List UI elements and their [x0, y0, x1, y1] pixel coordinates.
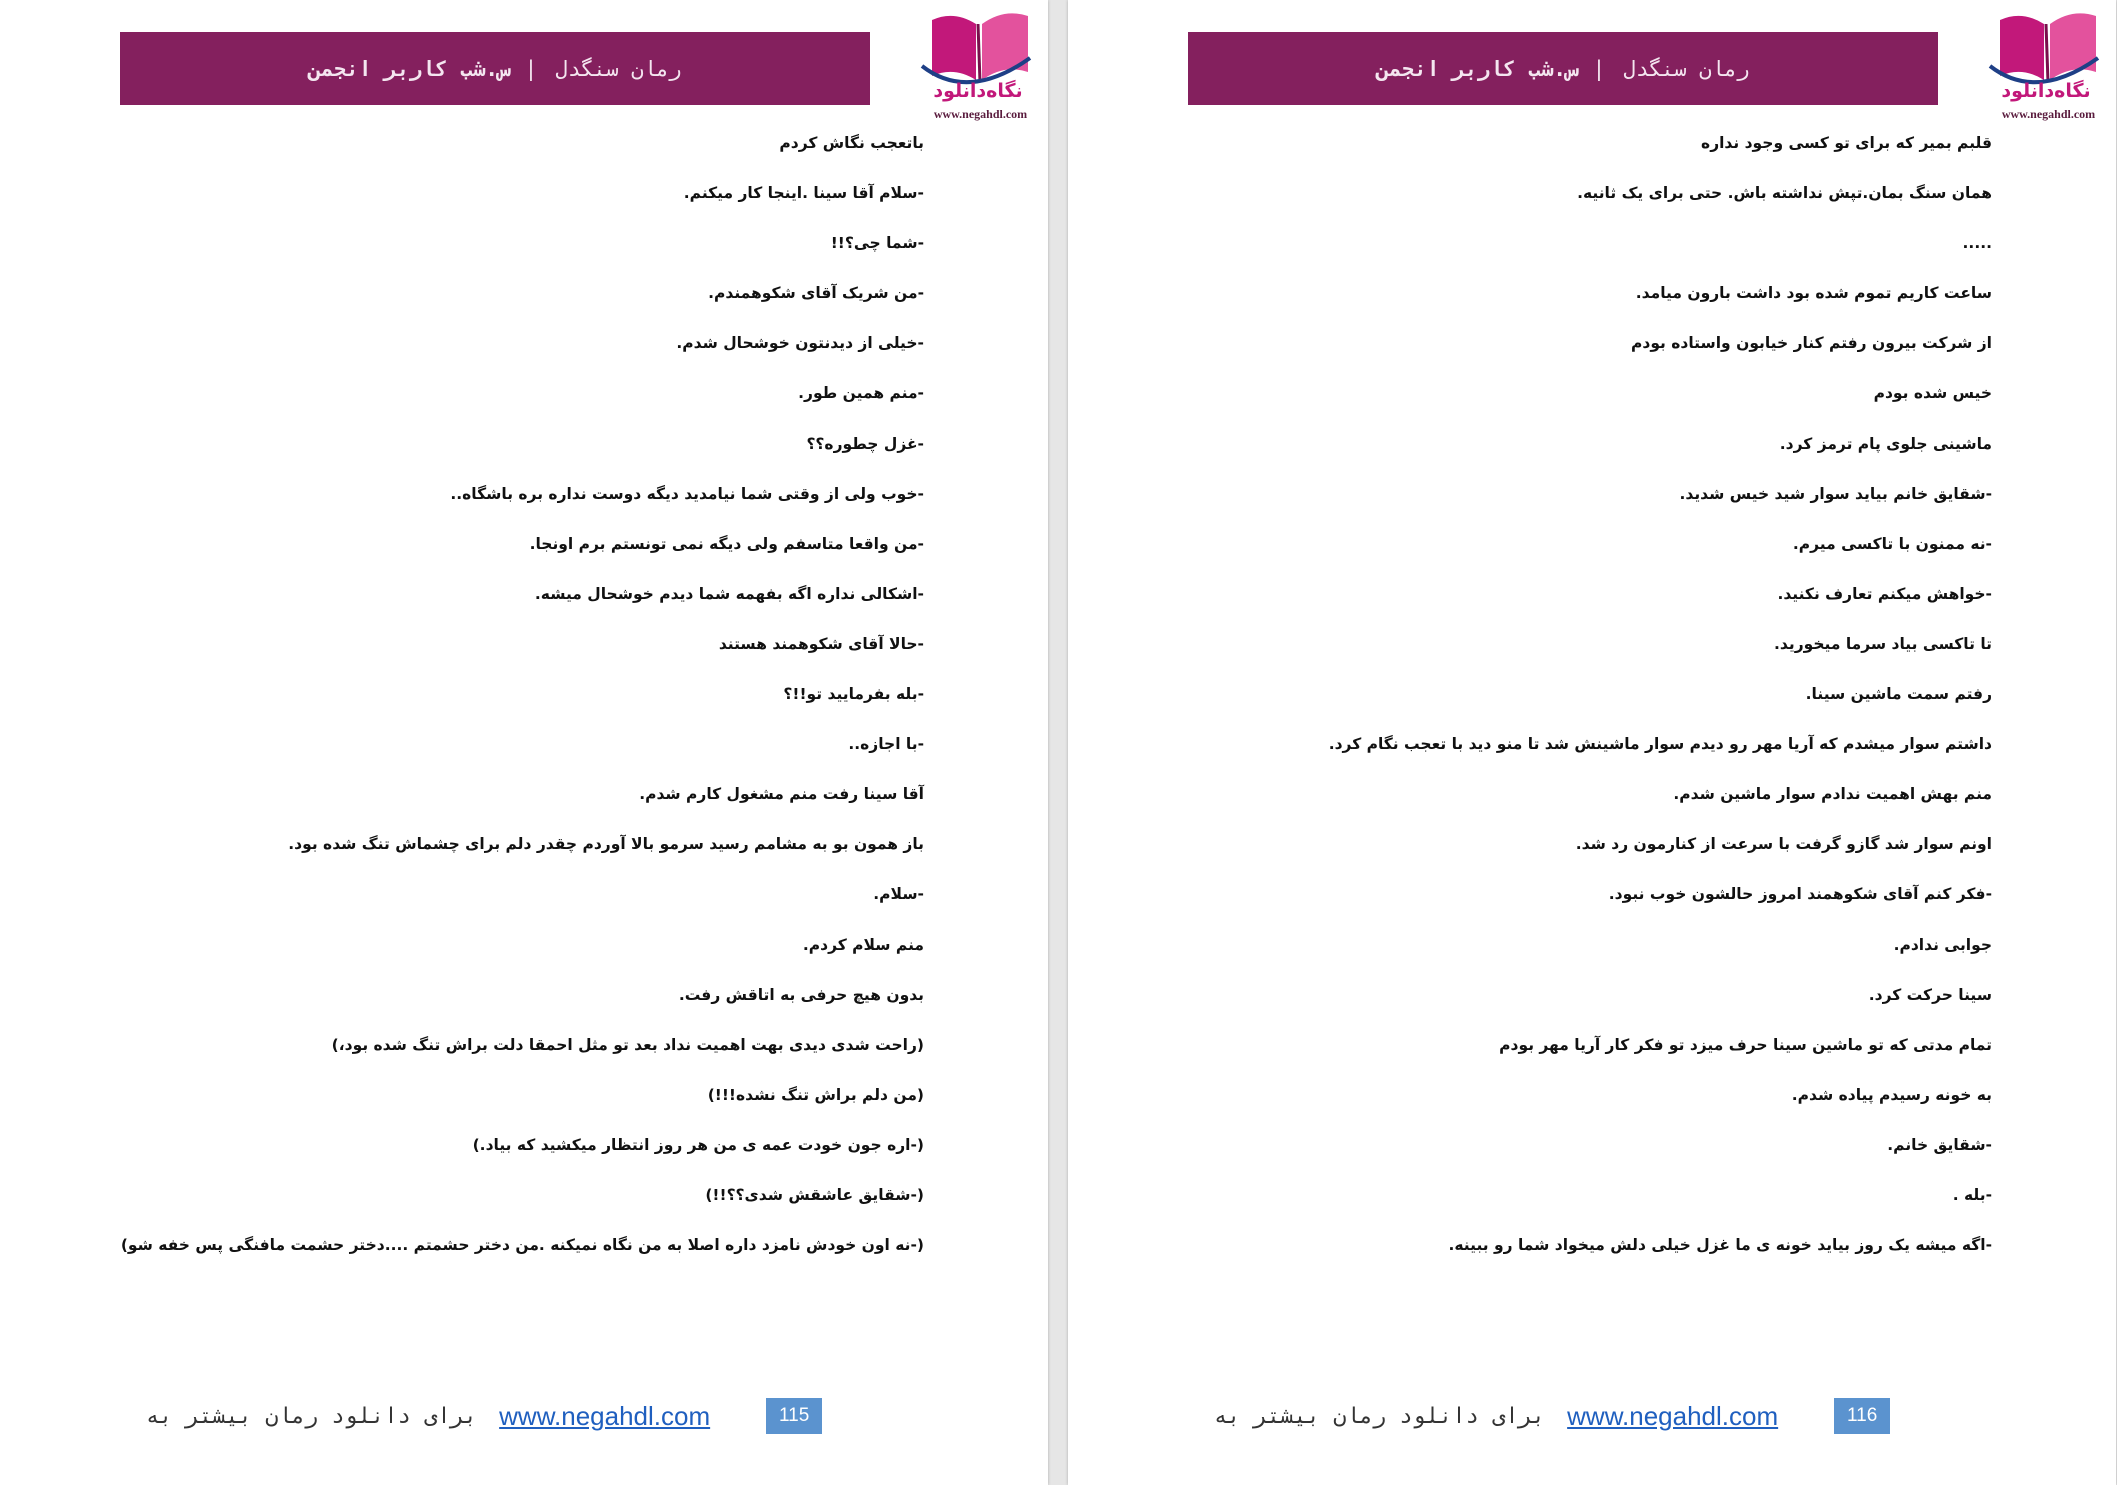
text-line: (راحت شدی دیدی بهت اهمیت نداد بعد تو مثل احمقا دلت براش تنگ شده بود،) [331, 1035, 924, 1054]
text-line: (-نه اون خودش نامزد داره اصلا به من نگاه نمیکنه .من دختر حشمتم ....دختر حشمت مافنگی پس خفه شو) [120, 1236, 924, 1255]
text-line: آقا سینا رفت منم مشغول کارم شدم. [639, 785, 924, 804]
footer-website-link[interactable]: www.negahdl.com [1567, 1400, 1779, 1431]
header-title: رمان سنگدل [1623, 56, 1750, 81]
header-title: رمان سنگدل [555, 56, 682, 81]
text-line: ..... [1962, 234, 1992, 253]
text-line: قلبم بمیر که برای تو کسی وجود نداره [1701, 134, 1992, 152]
logo-url: www.negahdl.com [2001, 107, 2096, 121]
text-line: -فکر کنم آقای شکوهمند امروز حالشون خوب نبود. [1608, 885, 1992, 904]
logo-text-fa: نگاه‌دانلود [933, 80, 1023, 102]
header-separator: | [524, 56, 542, 81]
text-line: -سلام آقا سینا .اینجا کار میکنم. [683, 184, 924, 203]
text-line: تمام مدتی که تو ماشین سینا حرف میزد تو فکر کار آریا مهر بودم [1499, 1035, 1992, 1054]
text-line: -بله بفرمایید تو!!؟ [783, 685, 924, 704]
text-line: منم بهش اهمیت ندادم سوار ماشین شدم. [1673, 785, 1992, 804]
text-line: -منم همین طور. [798, 384, 924, 403]
logo-text-fa: نگاه‌دانلود [2001, 80, 2091, 102]
page-body-text [44, 124, 924, 1276]
text-line: (من دلم براش تنگ نشده!!!) [707, 1085, 924, 1104]
open-book-icon [1986, 6, 2111, 86]
page-footer [146, 1398, 822, 1434]
negahdl-logo [1986, 6, 2111, 124]
text-line: از شرکت بیرون رفتم کنار خیابون واستاده بودم [1631, 334, 1992, 353]
text-line: -سلام. [873, 885, 924, 904]
text-line: ماشینی جلوی پام ترمز کرد. [1779, 434, 1992, 453]
text-line: رفتم سمت ماشین سینا. [1805, 685, 1992, 704]
logo-url: www.negahdl.com [933, 107, 1028, 121]
text-line: داشتم سوار میشدم که آریا مهر رو دیدم سوار ماشینش شد تا منو دید با تعجب نگام کرد. [1328, 735, 1992, 754]
text-line: تا تاکسی بیاد سرما میخورید. [1774, 634, 1992, 653]
text-line: -من واقعا متاسفم ولی دیگه نمی تونستم برم اونجا. [529, 534, 924, 553]
page-header-banner [1188, 32, 1938, 105]
text-line: -من شریک آقای شکوهمندم. [708, 284, 924, 303]
text-line: (-اره جون خودت عمه ی من هر روز انتظار میکشید که بیاد.) [472, 1135, 924, 1154]
text-line: (-شقایق عاشقش شدی؟؟!!) [705, 1185, 924, 1204]
page-number-badge: 116 [1834, 1398, 1890, 1434]
page-header-banner [120, 32, 870, 105]
text-line: -اگه میشه یک روز بیاید خونه ی ما غزل خیلی دلش میخواد شما رو ببینه. [1448, 1236, 1992, 1255]
header-author: س.شب کاربر انجمن [308, 56, 511, 81]
text-line: اونم سوار شد گازو گرفت با سرعت از کنارمون رد شد. [1575, 835, 1992, 854]
text-line: -شما چی؟!! [830, 234, 924, 253]
footer-website-link[interactable]: www.negahdl.com [499, 1400, 711, 1431]
text-line: -اشکالی نداره اگه بفهمه شما دیدم خوشحال میشه. [534, 584, 924, 603]
text-line: -حالا آقای شکوهمند هستند [718, 634, 924, 653]
book-page-right [1068, 0, 2116, 1485]
text-line: باز همون بو به مشامم رسید سرمو بالا آوردم چقدر دلم برای چشماش تنگ شده بود. [288, 835, 924, 854]
text-line: -خواهش میکنم تعارف نکنید. [1777, 584, 1992, 603]
negahdl-logo [918, 6, 1043, 124]
header-separator: | [1592, 56, 1610, 81]
page-number-badge: 115 [766, 1398, 822, 1434]
text-line: بدون هیچ حرفی به اتاقش رفت. [678, 985, 924, 1004]
text-line: -خوب ولی از وقتی شما نیامدید دیگه دوست نداره بره باشگاه.. [450, 484, 924, 503]
header-author: س.شب کاربر انجمن [1376, 56, 1579, 81]
text-line: به خونه رسیدم پیاده شدم. [1791, 1085, 1992, 1104]
text-line: منم سلام کردم. [802, 935, 924, 954]
text-line: -خیلی از دیدنتون خوشحال شدم. [676, 334, 924, 353]
text-line: خیس شده بودم [1873, 384, 1992, 403]
footer-promo-text: برای دانلود رمان بیشتر به [1214, 1403, 1546, 1429]
text-line: -با اجازه.. [848, 735, 924, 754]
text-line: -شقایق خانم. [1887, 1135, 1992, 1154]
text-line: -بله . [1952, 1185, 1992, 1204]
text-line: باتعجب نگاش کردم [779, 134, 924, 152]
text-line: جوابی ندادم. [1893, 935, 1992, 954]
page-footer [1214, 1398, 1890, 1434]
text-line: -غزل چطوره؟؟ [806, 434, 924, 453]
text-line: سینا حرکت کرد. [1868, 985, 1992, 1004]
text-line: -شقایق خانم بیاید سوار شید خیس شدید. [1679, 484, 1992, 503]
footer-promo-text: برای دانلود رمان بیشتر به [146, 1403, 478, 1429]
book-page-left [0, 0, 1048, 1485]
text-line: ساعت کاریم تموم شده بود داشت بارون میامد. [1635, 284, 1992, 303]
page-body-text [1112, 124, 1992, 1276]
text-line: -نه ممنون با تاکسی میرم. [1792, 534, 1992, 553]
open-book-icon [918, 6, 1043, 86]
text-line: همان سنگ بمان.تپش نداشته باش. حتی برای یک ثانیه. [1577, 184, 1992, 203]
